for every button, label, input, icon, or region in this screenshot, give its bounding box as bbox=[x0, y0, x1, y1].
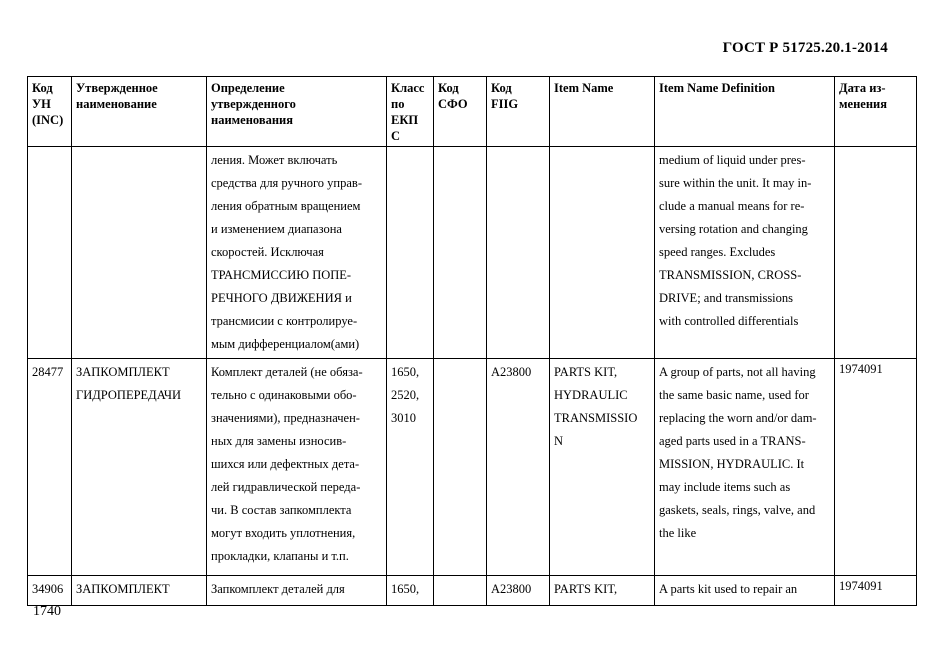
col-header-inc: Код УН (INC) bbox=[28, 77, 72, 147]
col-header-fiig: Код FIIG bbox=[487, 77, 550, 147]
col-header-date: Дата из- менения bbox=[835, 77, 917, 147]
cell-class: 1650, bbox=[387, 576, 434, 606]
col-header-class: Класс по ЕКП С bbox=[387, 77, 434, 147]
cell-item-definition: medium of liquid under pres- sure within the unit. It may in- clude a manual means for re- versing rotation and changing speed ranges. Excludes TRANSMISSION, CROSS- DRIVE; and transmissions with controlled differentials bbox=[655, 147, 835, 359]
cell-inc: 28477 bbox=[28, 359, 72, 576]
parts-table bbox=[27, 76, 917, 606]
table-row bbox=[28, 576, 917, 606]
cell-item-name: PARTS KIT, bbox=[550, 576, 655, 606]
table-row bbox=[28, 147, 917, 359]
cell-date: 1974091 bbox=[835, 359, 917, 576]
cell-class bbox=[387, 147, 434, 359]
cell-sfo bbox=[434, 359, 487, 576]
cell-fiig: A23800 bbox=[487, 359, 550, 576]
cell-date: 1974091 bbox=[835, 576, 917, 606]
document-code: ГОСТ Р 51725.20.1-2014 bbox=[722, 40, 888, 56]
cell-definition-ru: ления. Может включать средства для ручного управ- ления обратным вращением и изменением диапазона скоростей. Исключая ТРАНСМИССИЮ ПОПЕ- РЕЧНОГО ДВИЖЕНИЯ и трансмисии с контролируе- мым дифференциалом(ами) bbox=[207, 147, 387, 359]
table-header-row bbox=[28, 77, 917, 147]
cell-class: 1650, 2520, 3010 bbox=[387, 359, 434, 576]
cell-inc bbox=[28, 147, 72, 359]
cell-sfo bbox=[434, 147, 487, 359]
cell-name-ru bbox=[72, 147, 207, 359]
cell-sfo bbox=[434, 576, 487, 606]
page-number: 1740 bbox=[33, 604, 61, 619]
col-header-item-definition: Item Name Definition bbox=[655, 77, 835, 147]
cell-fiig: A23800 bbox=[487, 576, 550, 606]
col-header-item-name: Item Name bbox=[550, 77, 655, 147]
cell-item-definition: A parts kit used to repair an bbox=[655, 576, 835, 606]
table-row bbox=[28, 359, 917, 576]
col-header-sfo: Код СФО bbox=[434, 77, 487, 147]
col-header-definition-ru: Определение утвержденного наименования bbox=[207, 77, 387, 147]
cell-inc: 34906 bbox=[28, 576, 72, 606]
cell-item-name: PARTS KIT, HYDRAULIC TRANSMISSIO N bbox=[550, 359, 655, 576]
cell-definition-ru: Комплект деталей (не обяза- тельно с одинаковыми обо- значениями), предназначен- ных для замены износив- шихся или дефектных дета- лей гидравлической переда- чи. В состав запкомплекта могут входить уплотнения, прокладки, клапаны и т.п. bbox=[207, 359, 387, 576]
cell-name-ru: ЗАПКОМПЛЕКТ ГИДРОПЕРЕДАЧИ bbox=[72, 359, 207, 576]
cell-item-definition: A group of parts, not all having the same basic name, used for replacing the worn and/or dam- aged parts used in a TRANS- MISSION, HYDRAULIC. It may include items such as gaskets, seals, rings, valve, and the like bbox=[655, 359, 835, 576]
cell-name-ru: ЗАПКОМПЛЕКТ bbox=[72, 576, 207, 606]
col-header-name-ru: Утвержденное наименование bbox=[72, 77, 207, 147]
cell-definition-ru: Запкомплект деталей для bbox=[207, 576, 387, 606]
cell-date bbox=[835, 147, 917, 359]
cell-item-name bbox=[550, 147, 655, 359]
cell-fiig bbox=[487, 147, 550, 359]
